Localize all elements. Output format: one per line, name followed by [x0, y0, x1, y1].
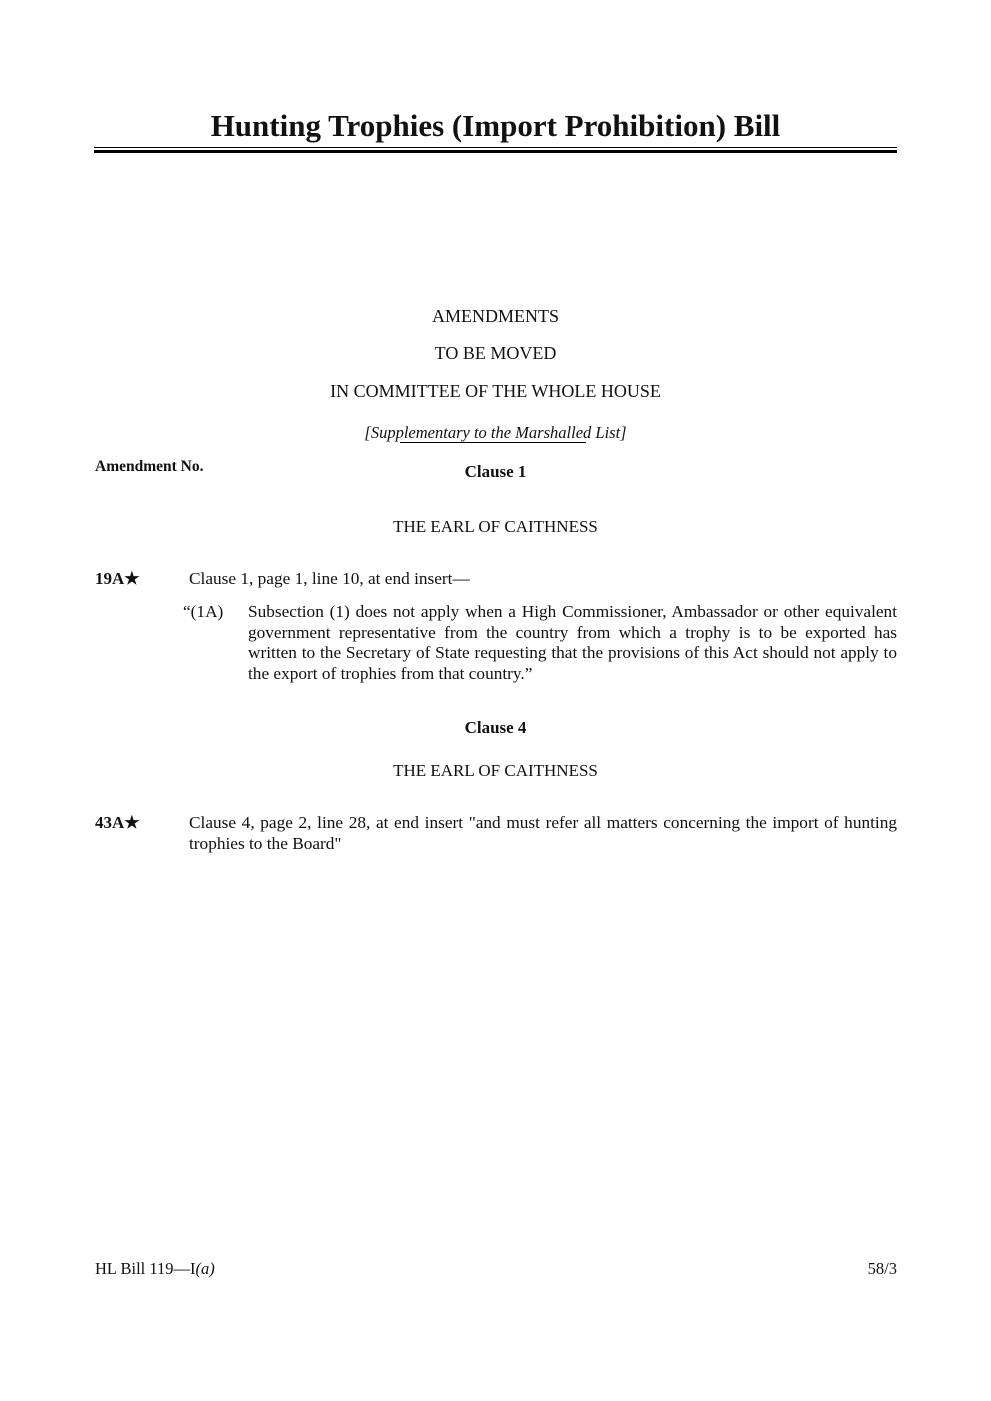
amendment-number: 19A★ [95, 569, 140, 588]
heading-to-be-moved: TO BE MOVED [434, 343, 557, 363]
title-rule-thick [94, 150, 897, 153]
insert-label: “(1A) [183, 602, 224, 621]
amendment-no-label: Amendment No. [95, 458, 204, 475]
mover-name: THE EARL OF CAITHNESS [393, 517, 598, 536]
bill-ref-suffix: (a) [195, 1259, 215, 1278]
supplementary-note: [Supplementary to the Marshalled List] [364, 423, 627, 442]
footer-page-ref: 58/3 [867, 1259, 897, 1278]
footer-bill-ref [95, 1259, 215, 1279]
bill-ref: HL Bill 119—I [95, 1259, 196, 1278]
amendment-text: Clause 4, page 2, line 28, at end insert "and must refer all matters concerning the import of hunting trophies to the Board" [189, 813, 897, 853]
heading-committee: IN COMMITTEE OF THE WHOLE HOUSE [330, 381, 661, 401]
mover-name: THE EARL OF CAITHNESS [393, 761, 598, 780]
bill-title: Hunting Trophies (Import Prohibition) Bill [210, 108, 781, 143]
heading-amendments: AMENDMENTS [431, 306, 559, 326]
clause-1-heading: Clause 1 [464, 462, 527, 481]
amendment-number: 43A★ [95, 813, 140, 832]
clause-4-heading: Clause 4 [464, 718, 527, 737]
insert-text: Subsection (1) does not apply when a High Commissioner, Ambassador or other equivalent government representative from the country from which a trophy is to be exported has written to the Secretary of State requesting that the provisions of this Act should not apply to the export of trophies from that country.” [248, 602, 897, 683]
amendment-text: Clause 1, page 1, line 10, at end insert— [189, 569, 470, 588]
supplementary-underline [400, 442, 586, 443]
title-rule-thin [94, 147, 897, 148]
